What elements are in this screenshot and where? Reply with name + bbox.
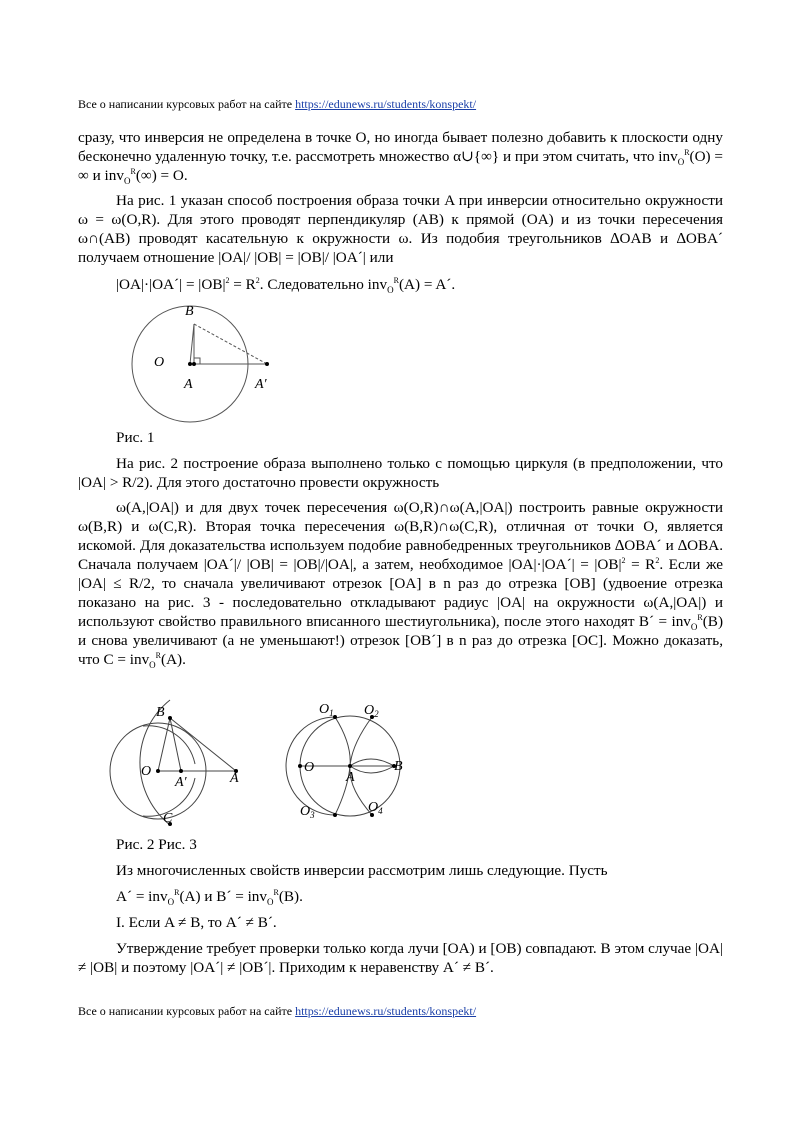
label-A1: A′: [255, 377, 267, 392]
label-C: C: [163, 811, 173, 826]
segment-BA: [170, 718, 236, 771]
paragraph-properties-intro: Из многочисленных свойств инверсии рассмотрим лишь следующие. Пусть: [116, 862, 608, 879]
point-B: [168, 716, 172, 720]
label-A: A: [346, 770, 355, 785]
fig1-caption: Рис. 1: [116, 429, 155, 446]
point-O3: [333, 813, 337, 817]
segment-OB: [158, 718, 170, 771]
label-O1: $O_1$: [319, 702, 334, 718]
label-O2: $O_2$: [364, 703, 379, 719]
arc-omega-A: [140, 700, 170, 825]
paragraph-fig2-explanation: ω(A,|OA|) и для двух точек пересечения ω(O,R)∩ω(A,|OA|) построить равные окружности ω(B,R) и ω(C,R). Вторая точка пересечения ω(B,R)∩ω(C,R), отличная от точки O, является искомой. Для доказательства используем подобие равнобедренных треугольников ∆OBA´ и ∆OBA. Сначала получаем |OA´|/ |OB| = |OB|/|OA|, а затем, необходимое |OA|·|OA´| = $|OB|^2 = R^2$. Если же |OA| ≤ R/2, то сначала увеличивают отрезок [OA] в n раз до отрезка [OB] (удвоение отрезка показано на рис. 3 - последовательно откладывают радиус |OA| на окружности ω(A,|OA|) и используют свойство правильного вписанного шестиугольника), после этого находят B´ = inv$_O^R$(B) и снова увеличивают (а не уменьшают!) отрезок [OB´] в n раз до отрезка [OC]. Можно доказать, что C = inv$_O^R$(A).: [78, 499, 723, 671]
label-B: B: [185, 304, 194, 319]
label-A1: A′: [175, 775, 187, 790]
point-O: [298, 764, 302, 768]
tangent-BA1: [194, 324, 267, 364]
label-O: O: [304, 760, 315, 775]
label-O3: $O_3$: [300, 804, 315, 820]
paragraph-fig1-explanation: На рис. 1 указан способ построения образа точки A при инверсии относительно окружности ω = ω(O,R). Для этого проводят перпендикуляр (AB) к прямой (OA) и из точки пересечения ω∩(AB) проводят касательную к окружности ω. Из подобия треугольников ∆OAB и ∆OBA´ получаем отношение |OA|/ |OB| = |OB|/ |OA´| или: [78, 192, 723, 266]
point-O: [156, 769, 160, 773]
paragraph-proof: Утверждение требует проверки только когда лучи [OA) и [OB) совпадают. В этом случае |OA| ≠ |OB| и поэтому |OA´| ≠ |OB´|. Приходим к неравенству A´ ≠ B´.: [78, 940, 723, 976]
footer-text: Все о написании курсовых работ на сайте: [78, 1004, 296, 1018]
label-O: O: [154, 355, 165, 370]
label-O4: $O_4$: [368, 800, 383, 816]
figure-1: [110, 302, 310, 422]
paragraph-continuation: сразу, что инверсия не определена в точке O, но иногда бывает полезно добавить к плоскости одну бесконечно удаленную точку, т.е. рассмотреть множество α∪{∞} и при этом считать, что inv$_O^R$(O) = ∞ и inv$_O^R$(∞) = O.: [78, 129, 723, 187]
header-text: Все о написании курсовых работ на сайте: [78, 97, 296, 111]
point-A1: [265, 362, 269, 366]
header-link[interactable]: https://edunews.ru/students/konspekt/: [295, 97, 477, 111]
fig23-caption: Рис. 2 Рис. 3: [116, 836, 197, 853]
point-A: [348, 764, 352, 768]
label-O: O: [141, 764, 152, 779]
figure-3: [290, 700, 470, 830]
footer-link[interactable]: https://edunews.ru/students/konspekt/: [295, 1004, 477, 1018]
page-header: [78, 97, 476, 112]
figure-2: [115, 700, 285, 830]
label-A: A: [230, 771, 239, 786]
label-B: B: [394, 759, 403, 774]
point-A1: [179, 769, 183, 773]
page-footer: [78, 1004, 476, 1019]
property-1: I. Если A ≠ B, то A´ ≠ B´.: [116, 914, 277, 931]
segment-OB: [190, 324, 194, 364]
paragraph-definitions: A´ = inv$_O^R$(A) и B´ = inv$_O^R$(B).: [116, 888, 303, 908]
formula-line: |OA|·|OA´| = $|OB|^2 = R^2$. Следовательно inv$_O^R$(A) = A´.: [116, 276, 456, 296]
point-A: [192, 362, 196, 366]
label-A: A: [184, 377, 193, 392]
label-B: B: [156, 705, 165, 720]
point-O: [188, 362, 192, 366]
paragraph-fig2-intro: На рис. 2 построение образа выполнено только с помощью циркуля (в предположении, что |OA| > R/2). Для этого достаточно провести окружность: [78, 455, 723, 491]
